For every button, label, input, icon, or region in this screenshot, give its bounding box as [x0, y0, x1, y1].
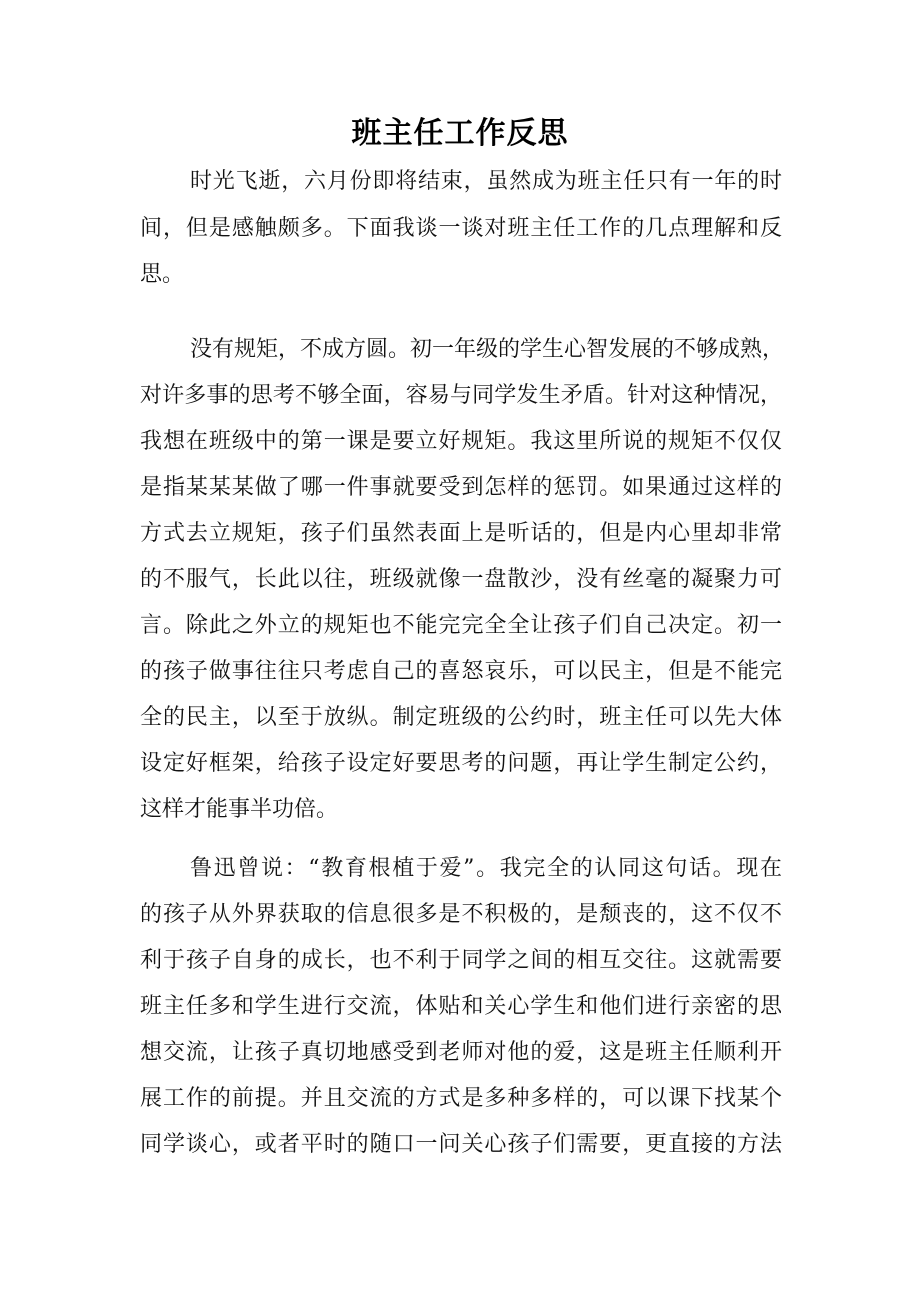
paragraph-1-line-1: 时光飞逝，六月份即将结束，虽然成为班主任只有一年的时 — [190, 169, 782, 194]
paragraph-2-line-4: 是指某某某做了哪一件事就要受到怎样的惩罚。如果通过这样的 — [140, 475, 782, 500]
paragraph-3-line-1: 鲁迅曾说：“教育根植于爱”。我完全的认同这句话。现在 — [190, 856, 782, 881]
paragraph-2-line-5: 方式去立规矩，孩子们虽然表面上是听话的，但是内心里却非常 — [140, 521, 782, 546]
paragraph-2-line-11: 这样才能事半功倍。 — [140, 797, 339, 822]
paragraph-1-line-2: 间，但是感触颇多。下面我谈一谈对班主任工作的几点理解和反 — [140, 216, 782, 241]
paragraph-1-line-3: 思。 — [140, 262, 185, 287]
paragraph-2-line-2: 对许多事的思考不够全面，容易与同学发生矛盾。针对这种情况， — [140, 383, 782, 408]
paragraph-2-line-1: 没有规矩，不成方圆。初一年级的学生心智发展的不够成熟， — [190, 337, 785, 362]
paragraph-2-line-3: 我想在班级中的第一课是要立好规矩。我这里所说的规矩不仅仅 — [140, 429, 782, 454]
paragraph-2-line-10: 设定好框架，给孩子设定好要思考的问题，再让学生制定公约， — [140, 751, 782, 776]
paragraph-2-line-8: 的孩子做事往往只考虑自己的喜怒哀乐，可以民主，但是不能完 — [140, 659, 782, 684]
paragraph-3-line-6: 展工作的前提。并且交流的方式是多种多样的，可以课下找某个 — [140, 1086, 782, 1111]
document-title: 班主任工作反思 — [351, 116, 569, 151]
paragraph-2-line-6: 的不服气，长此以往，班级就像一盘散沙，没有丝毫的凝聚力可 — [140, 567, 782, 592]
paragraph-2-line-7: 言。除此之外立的规矩也不能完完全全让孩子们自己决定。初一 — [140, 613, 782, 638]
paragraph-3-line-4: 班主任多和学生进行交流，体贴和关心学生和他们进行亲密的思 — [140, 994, 782, 1019]
paragraph-3-line-2: 的孩子从外界获取的信息很多是不积极的，是颓丧的，这不仅不 — [140, 902, 782, 927]
paragraph-2-line-9: 全的民主，以至于放纵。制定班级的公约时，班主任可以先大体 — [140, 705, 782, 730]
paragraph-3-line-5: 想交流，让孩子真切地感受到老师对他的爱，这是班主任顺利开 — [140, 1040, 782, 1065]
paragraph-3-line-3: 利于孩子自身的成长，也不利于同学之间的相互交往。这就需要 — [140, 948, 782, 973]
paragraph-3-line-7: 同学谈心，或者平时的随口一问关心孩子们需要，更直接的方法 — [140, 1132, 782, 1157]
